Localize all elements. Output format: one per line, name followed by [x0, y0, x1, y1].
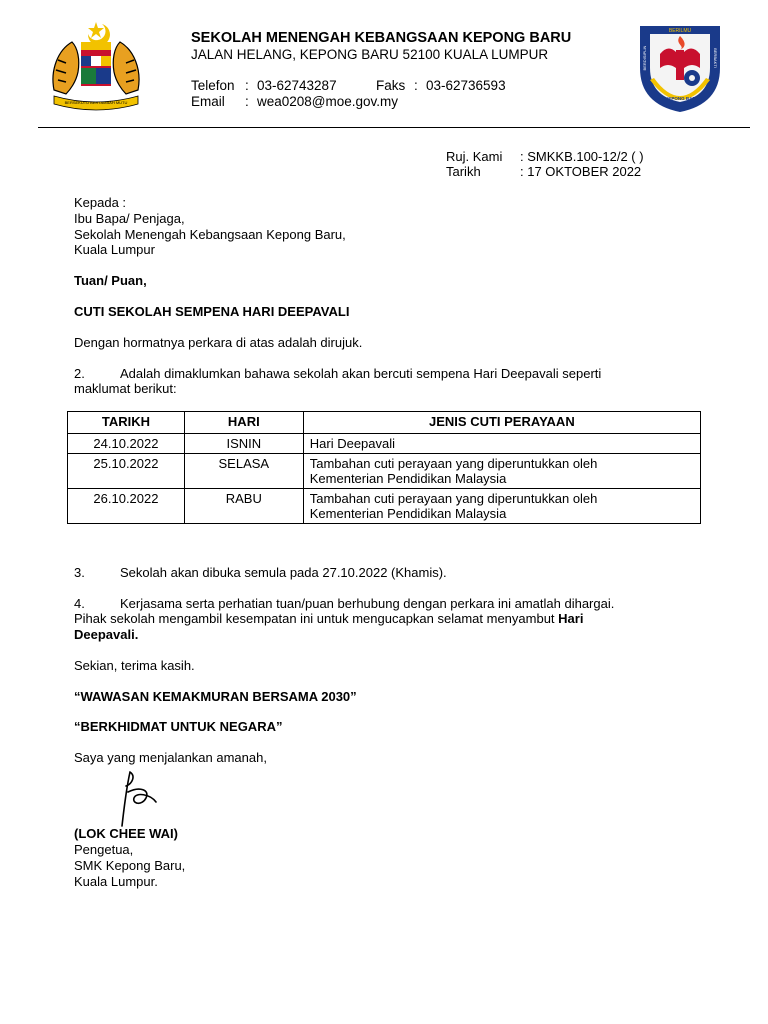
holiday-table — [67, 411, 701, 524]
salutation: Tuan/ Puan, — [74, 273, 147, 288]
svg-text:BERILMU: BERILMU — [668, 28, 692, 34]
recipient-heading: Kepada : — [74, 195, 127, 210]
paragraph-2-line: Adalah dimaklumkan bahawa sekolah akan bercuti sempena Hari Deepavali seperti — [120, 366, 602, 381]
table-header-row — [68, 412, 701, 434]
paragraph-1: Dengan hormatnya perkara di atas adalah dirujuk. — [74, 335, 363, 350]
column-header: JENIS CUTI PERAYAAN — [303, 412, 700, 434]
signature — [110, 770, 170, 830]
paragraph-4-bold: Deepavali. — [74, 627, 139, 642]
signatory-title: Pengetua, — [74, 842, 134, 857]
signatory-school: SMK Kepong Baru, — [74, 858, 186, 873]
day-cell: SELASA — [184, 454, 303, 489]
closing-text: Sekian, terima kasih. — [74, 658, 195, 673]
holiday-type-cell — [303, 489, 700, 524]
signatory-city: Kuala Lumpur. — [74, 874, 158, 889]
paragraph-4-line — [74, 611, 583, 627]
letter-subject: CUTI SEKOLAH SEMPENA HARI DEEPAVALI — [74, 304, 350, 319]
day-cell: ISNIN — [184, 434, 303, 454]
svg-text:BERSEKUTU BERTAMBAH MUTU: BERSEKUTU BERTAMBAH MUTU — [64, 100, 128, 105]
holiday-type-text: Tambahan cuti perayaan yang diperuntukkan oleh — [309, 491, 598, 506]
table-row — [68, 489, 701, 524]
school-logo — [630, 18, 730, 116]
paragraph-3: Sekolah akan dibuka semula pada 27.10.2022 (Khamis). — [120, 565, 447, 580]
colon: : — [245, 94, 249, 109]
date-label: Tarikh — [446, 164, 481, 179]
school-name: SEKOLAH MENENGAH KEBANGSAAN KEPONG BARU — [191, 30, 572, 46]
ref-value: : SMKKB.100-12/2 ( ) — [520, 149, 644, 164]
recipient-line: Ibu Bapa/ Penjaga, — [74, 211, 185, 226]
slogan: “BERKHIDMAT UNTUK NEGARA” — [74, 719, 283, 734]
recipient-line: Sekolah Menengah Kebangsaan Kepong Baru, — [74, 227, 346, 242]
table-row — [68, 454, 701, 489]
slogan: “WAWASAN KEMAKMURAN BERSAMA 2030” — [74, 689, 357, 704]
header-divider — [38, 127, 750, 128]
date-cell: 25.10.2022 — [68, 454, 185, 489]
holiday-type-text: Tambahan cuti perayaan yang diperuntukkan oleh — [309, 456, 598, 471]
colon: : — [245, 78, 249, 93]
svg-text:BERDISIPLIN: BERDISIPLIN — [642, 45, 647, 71]
phone-label: Telefon — [191, 78, 235, 93]
column-header: TARIKH — [68, 412, 185, 434]
holiday-type-cell — [303, 434, 700, 454]
paragraph-4-bold: Hari — [558, 611, 584, 626]
paragraph-4-line: Kerjasama serta perhatian tuan/puan berhubung dengan perkara ini amatlah dihargai. — [120, 596, 615, 611]
holiday-type-text: Kementerian Pendidikan Malaysia — [309, 506, 507, 521]
paragraph-4-text: Pihak sekolah mengambil kesempatan ini untuk mengucapkan selamat menyambut — [74, 611, 555, 626]
table-row — [68, 434, 701, 454]
coat-of-arms-logo — [48, 20, 144, 112]
fax-label: Faks — [376, 78, 406, 93]
paragraph-number: 2. — [74, 366, 85, 381]
phone-number: 03-62743287 — [257, 78, 337, 93]
svg-text:SMK KEPONG BARU KL: SMK KEPONG BARU KL — [653, 96, 707, 101]
paragraph-number: 4. — [74, 596, 85, 611]
date-cell: 24.10.2022 — [68, 434, 185, 454]
date-value: : 17 OKTOBER 2022 — [520, 164, 642, 179]
email-label: Email — [191, 94, 225, 109]
holiday-type-text: Hari Deepavali — [309, 436, 396, 451]
recipient-line: Kuala Lumpur — [74, 242, 155, 257]
holiday-type-cell — [303, 454, 700, 489]
colon: : — [414, 78, 418, 93]
paragraph-number: 3. — [74, 565, 85, 580]
signatory-name: (LOK CHEE WAI) — [74, 826, 178, 841]
svg-text:BERBAKTI: BERBAKTI — [713, 48, 718, 68]
sign-off: Saya yang menjalankan amanah, — [74, 750, 267, 765]
day-cell: RABU — [184, 489, 303, 524]
paragraph-2-line: maklumat berikut: — [74, 381, 177, 396]
school-address: JALAN HELANG, KEPONG BARU 52100 KUALA LUMPUR — [191, 47, 549, 62]
email-address[interactable]: wea0208@moe.gov.my — [257, 94, 399, 109]
fax-number: 03-62736593 — [426, 78, 506, 93]
ref-label: Ruj. Kami — [446, 149, 503, 164]
column-header: HARI — [184, 412, 303, 434]
date-cell: 26.10.2022 — [68, 489, 185, 524]
holiday-type-text: Kementerian Pendidikan Malaysia — [309, 471, 507, 486]
